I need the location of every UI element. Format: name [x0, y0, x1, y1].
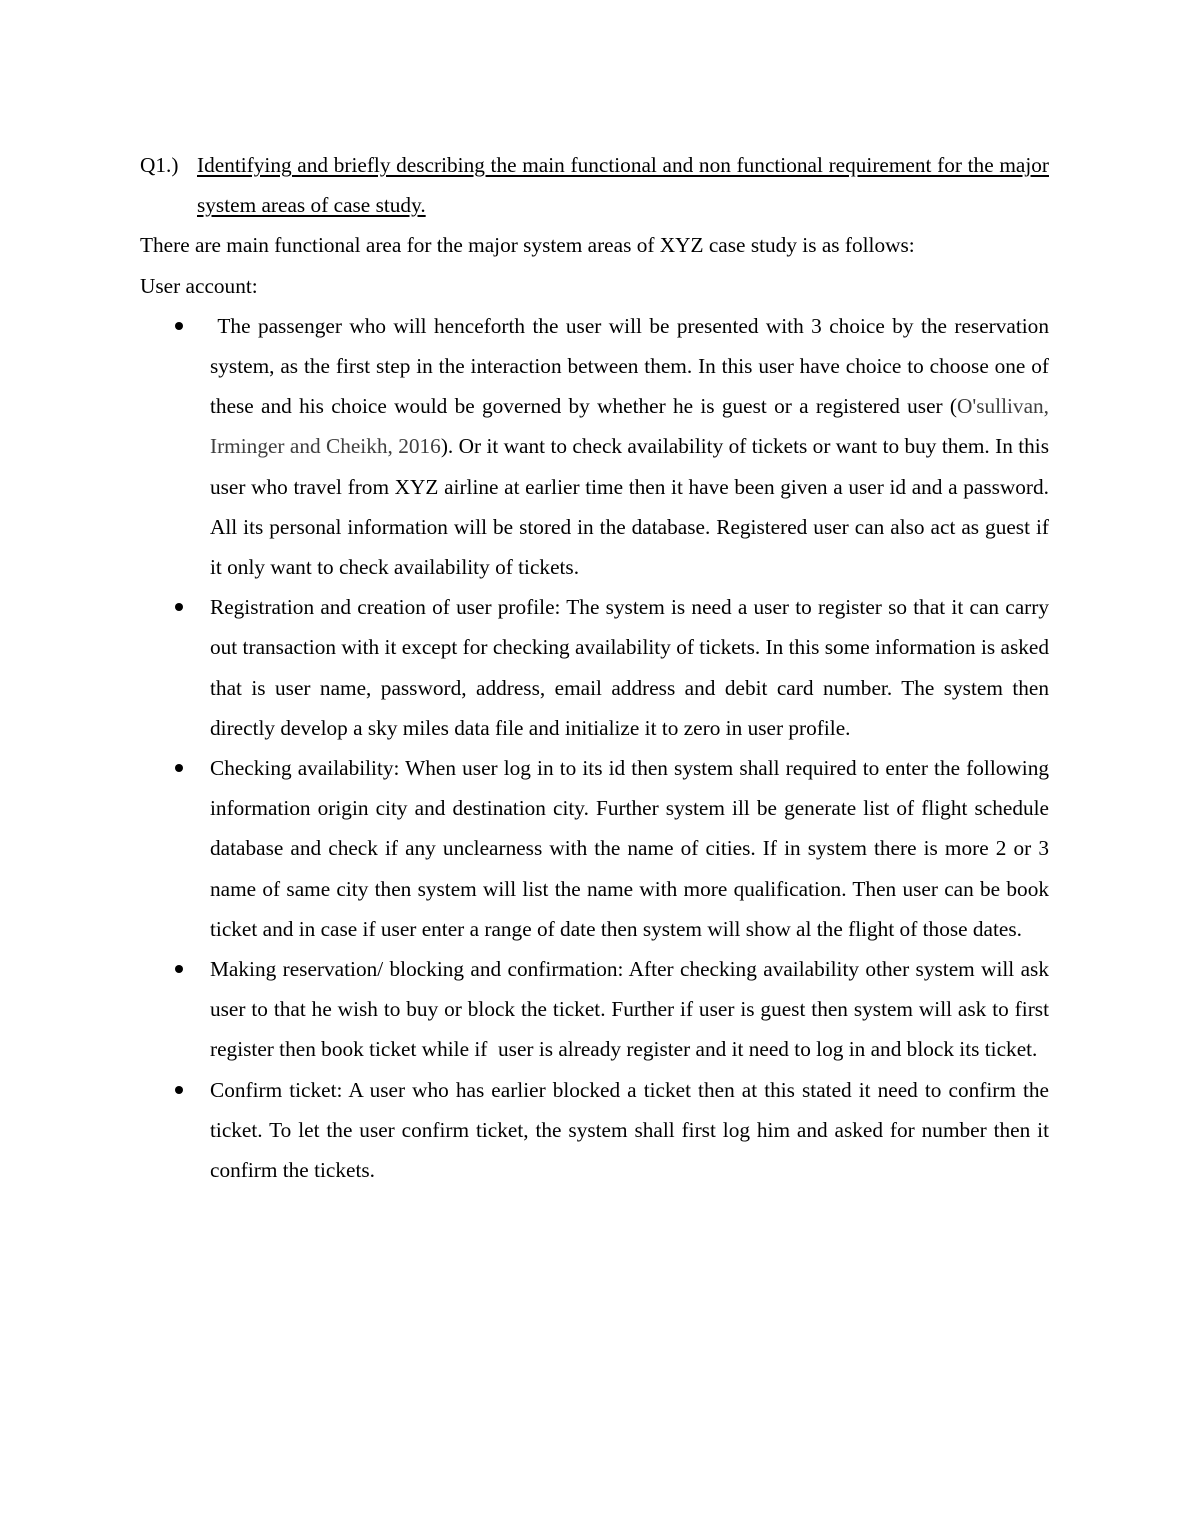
list-item-text: Confirm ticket: A user who has earlier blocked a ticket then at this stated it need to confirm the ticket. To let the user confirm ticket, the system shall first log him and asked for number then it confirm the tickets.	[210, 1077, 1049, 1183]
bullet-icon	[175, 322, 183, 330]
citation: O'sullivan, Irminger and Cheikh, 2016	[210, 394, 1049, 459]
question-heading	[140, 145, 1049, 225]
list-item-text: The passenger who will henceforth the user will be presented with 3 choice by the reservation system, as the first step in the interaction between them. In this user have choice to choose one of these and his choice would be governed by whether he is guest or a registered user (	[210, 313, 1055, 419]
list-item	[140, 587, 1049, 748]
section-label: User account:	[140, 273, 258, 298]
list-item-text: Making reservation/ blocking and confirmation: After checking availability other system will ask user to that he wish to buy or block the ticket. Further if user is guest then system will ask to first register then book ticket while if user is already register and it need to log in and block its ticket.	[210, 957, 1055, 1062]
question-heading-text: Identifying and briefly describing the main functional and non functional requirement for the major system areas of case study.	[197, 153, 1049, 218]
list-item-text: Checking availability: When user log in to its id then system shall required to enter the following information origin city and destination city. Further system ill be generate list of flight schedule database and check if any unclearness with the name of cities. If in system there is more 2 or 3 name of same city then system will list the name with more qualification. Then user can be book ticket and in case if user enter a range of date then system will show al the flight of those dates.	[210, 756, 1049, 941]
list-item	[140, 1070, 1049, 1191]
list-item	[140, 748, 1049, 949]
question-number: Q1.)	[140, 153, 179, 177]
bullet-icon	[175, 603, 183, 611]
bullet-icon	[175, 965, 183, 973]
document-body	[140, 145, 1055, 1190]
intro-paragraph: There are main functional area for the major system areas of XYZ case study is as follows:	[140, 233, 915, 258]
list-item	[140, 949, 1055, 1070]
list-item-text-continued: ). Or it want to check availability of tickets or want to buy them. In this user who travel from XYZ airline at earlier time then it have been given a user id and a password. All its personal information will be stored in the database. Registered user can also act as guest if it only want to check availability of tickets.	[210, 434, 1049, 580]
list-item-text: Registration and creation of user profile: The system is need a user to register so that it can carry out transaction with it except for checking availability of tickets. In this some information is asked that is user name, password, address, email address and debit card number. The system then directly develop a sky miles data file and initialize it to zero in user profile.	[210, 595, 1049, 740]
list-item	[140, 306, 1055, 587]
bullet-icon	[175, 1086, 183, 1094]
bullet-icon	[175, 764, 183, 772]
requirements-list	[140, 306, 1055, 1190]
